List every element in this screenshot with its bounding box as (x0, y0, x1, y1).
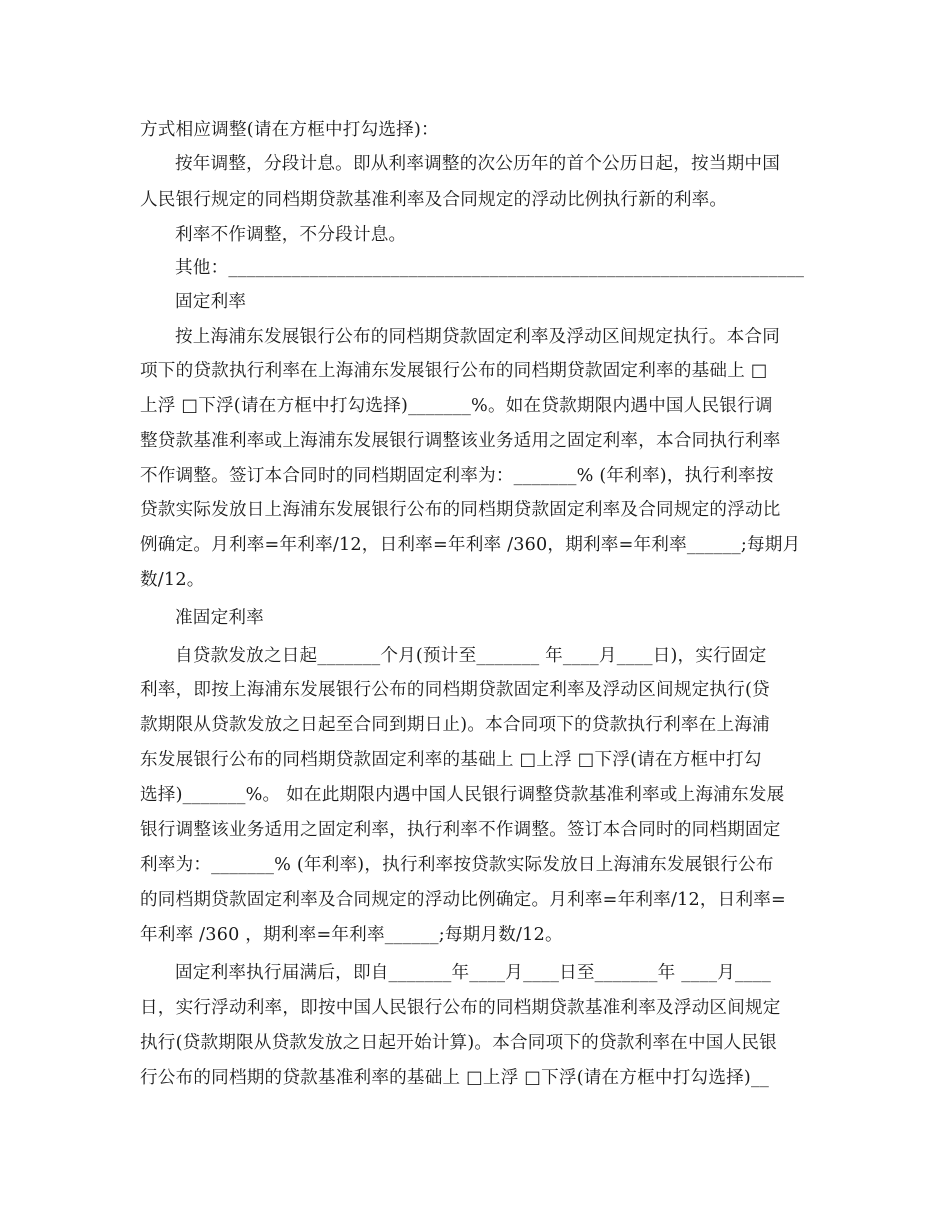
text-line: 执行(贷款期限从贷款发放之日起开始计算)。本合同项下的贷款利率在中国人民银 (140, 1033, 777, 1053)
text-line: 东发展银行公布的同档期贷款固定利率的基础上 □上浮 □下浮(请在方框中打勾 (140, 750, 762, 770)
text-line: 银行调整该业务适用之固定利率，执行利率不作调整。签订本合同时的同档期固定 (140, 820, 781, 840)
text-line: 日，实行浮动利率，即按中国人民银行公布的同档期贷款基准利率及浮动区间规定 (140, 998, 781, 1018)
text-line: 按上海浦东发展银行公布的同档期贷款固定利率及浮动区间规定执行。本合同 (175, 327, 780, 347)
text-line: 自贷款发放之日起_______个月(预计至_______ 年____月____日)，实行固定 (175, 646, 767, 666)
section-heading: 准固定利率 (175, 608, 264, 628)
text-line: 按年调整，分段计息。即从利率调整的次公历年的首个公历日起，按当期中国 (175, 154, 780, 174)
text-line: 贷款实际发放日上海浦东发展银行公布的同档期贷款固定利率及合同规定的浮动比 (140, 500, 781, 520)
text-line: 利率为：_______% (年利率)，执行利率按贷款实际发放日上海浦东发展银行公布 (140, 855, 774, 875)
text-line: 整贷款基准利率或上海浦东发展银行调整该业务适用之固定利率，本合同执行利率 (140, 431, 781, 451)
text-line: 年利率 /360 ，期利率=年利率______;每期月数/12。 (140, 925, 563, 945)
text-line: 利率，即按上海浦东发展银行公布的同档期贷款固定利率及浮动区间规定执行(贷 (140, 680, 770, 700)
text-line: 款期限从贷款发放之日起至合同到期日止)。本合同项下的贷款执行利率在上海浦 (140, 715, 770, 735)
text-line: 人民银行规定的同档期贷款基准利率及合同规定的浮动比例执行新的利率。 (140, 190, 728, 210)
text-line: 例确定。月利率=年利率/12，日利率=年利率 /360，期利率=年利率______;每期月 (140, 535, 801, 555)
text-line: 方式相应调整(请在方框中打勾选择)： (140, 120, 439, 140)
text-line: 数/12。 (140, 570, 205, 590)
text-line: 上浮 □下浮(请在方框中打勾选择)_______%。如在贷款期限内遇中国人民银行调 (140, 396, 773, 416)
text-line: 利率不作调整，不分段计息。 (175, 225, 407, 245)
text-line: 不作调整。签订本合同时的同档期固定利率为：_______% (年利率)，执行利率按 (140, 466, 774, 486)
text-line: 行公布的同档期的贷款基准利率的基础上 □上浮 □下浮(请在方框中打勾选择)__ (140, 1068, 769, 1088)
text-line: 项下的贷款执行利率在上海浦东发展银行公布的同档期贷款固定利率的基础上 □ (140, 361, 768, 381)
text-line: 固定利率执行届满后，即自_______年____月____日至_______年 ____月____ (175, 963, 771, 983)
text-line: 其他：________________________________________________________________ (175, 258, 805, 278)
text-line: 选择)_______%。 如在此期限内遇中国人民银行调整贷款基准利率或上海浦东发展 (140, 785, 785, 805)
section-heading: 固定利率 (175, 292, 247, 312)
text-line: 的同档期贷款固定利率及合同规定的浮动比例确定。月利率=年利率/12，日利率= (140, 890, 786, 910)
